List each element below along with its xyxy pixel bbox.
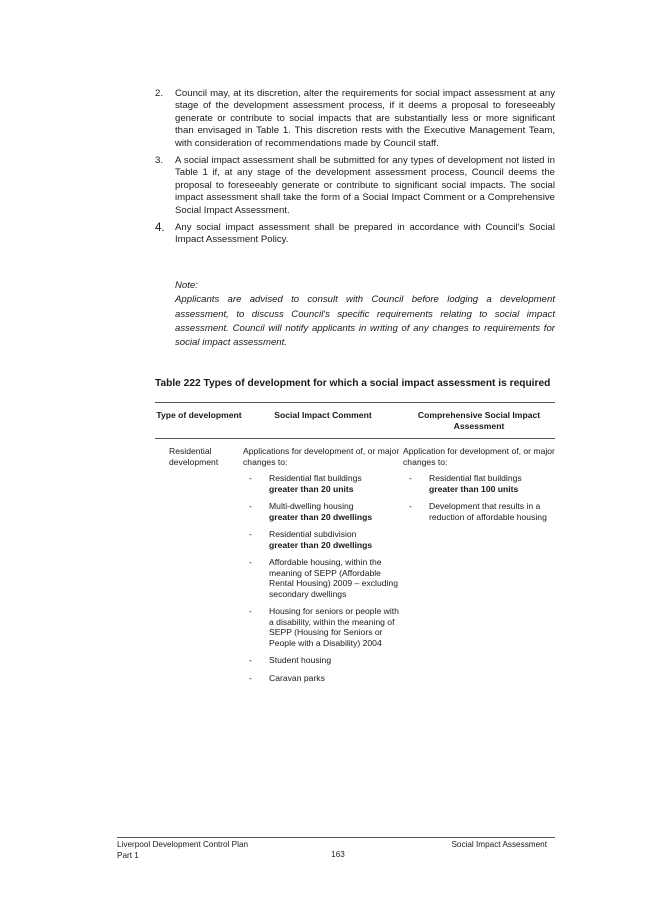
list-item (155, 88, 555, 150)
page-number: 163 (331, 850, 345, 859)
dash-bullet: - (249, 501, 252, 511)
csia-intro: Application for development of, or major changes to: (403, 446, 555, 467)
cell-social-impact-comment (243, 446, 401, 690)
header-comprehensive-assessment: Comprehensive Social Impact Assessment (417, 410, 541, 431)
list-item (403, 473, 555, 494)
dash-bullet: - (409, 501, 412, 511)
header-type: Type of development (156, 410, 242, 420)
table-caption: Table 222 Types of development for which a social impact assessment is required (155, 378, 551, 389)
item-text: Affordable housing, within the meaning of SEPP (Affordable Rental Housing) 2009 – excluding secondary dwellings (269, 557, 398, 599)
sic-intro: Applications for development of, or major changes to: (243, 446, 400, 467)
item-number: 3. (155, 155, 164, 167)
item-threshold: greater than 20 dwellings (269, 511, 373, 522)
dash-bullet: - (249, 529, 252, 539)
item-text: A social impact assessment shall be submitted for any types of development not listed in Table 1 if, at any stage of the development assessment process, Council deems the proposal to foreseeably generate or contribute to significant social impacts. The social impact assessment shall take the form of a Social Impact Comment or a Comprehensive Social Impact Assessment. (175, 155, 555, 216)
sic-list (243, 473, 401, 683)
item-text: Residential subdivision (269, 529, 357, 539)
item-threshold: greater than 20 units (269, 483, 354, 494)
item-text: Caravan parks (269, 672, 325, 683)
footer-section-title: Social Impact Assessment (451, 840, 547, 849)
dash-bullet: - (249, 473, 252, 483)
item-threshold: greater than 20 dwellings (269, 539, 373, 550)
list-item (403, 501, 555, 522)
list-item (243, 557, 401, 599)
dash-bullet: - (249, 606, 252, 616)
list-item (243, 606, 401, 648)
list-item (243, 529, 401, 550)
dash-bullet: - (409, 473, 412, 483)
item-text: Student housing (269, 655, 332, 665)
item-text: Council may, at its discretion, alter the requirements for social impact assessment at any stage of the development assessment process, if it deems a proposal to foreseeably generate or contribute to social impacts that are substantially less or more significant than envisaged in Table 1. This discretion rests with the Executive Management Team, with consideration of recommendations made by Council staff. (175, 88, 555, 149)
table-header-rule (155, 438, 555, 439)
list-item (243, 655, 401, 666)
header-social-impact-comment: Social Impact Comment (274, 410, 372, 420)
cell-comprehensive-assessment (403, 446, 555, 529)
dash-bullet: - (249, 557, 252, 567)
item-text: Multi-dwelling housing (269, 501, 354, 511)
table-top-rule (155, 402, 555, 403)
list-item (155, 222, 555, 247)
list-item (243, 673, 401, 684)
item-text: Residential flat buildings (269, 473, 362, 483)
footer-left (117, 840, 248, 861)
csia-list (403, 473, 555, 522)
item-threshold: greater than 100 units (429, 483, 519, 494)
numbered-list (155, 88, 555, 252)
note-body: Applicants are advised to consult with Council before lodging a development assessment, to discuss Council's specific requirements relating to social impact assessment. Council will notify applicants in writing of any changes to requirements for social impact assessment. (175, 294, 555, 349)
list-item (243, 473, 401, 494)
note-block (175, 279, 555, 350)
item-text: Development that results in a reduction of affordable housing (429, 501, 547, 522)
list-item (243, 501, 401, 522)
item-text: Residential flat buildings (429, 473, 522, 483)
item-number: 2. (155, 88, 164, 99)
list-item (155, 155, 555, 217)
item-text: Housing for seniors or people with a disability, within the meaning of SEPP (Housing for Seniors or People with a Disability) 2004 (269, 606, 399, 648)
dash-bullet: - (249, 672, 252, 683)
cell-type: Residential development (169, 446, 219, 467)
note-label: Note: (175, 280, 198, 291)
footer-part: Part 1 (117, 850, 139, 860)
footer-document-title: Liverpool Development Control Plan (117, 840, 249, 849)
dash-bullet: - (249, 655, 252, 665)
item-text: Any social impact assessment shall be prepared in accordance with Council's Social Impact Assessment Policy. (175, 222, 555, 246)
footer-rule (117, 837, 555, 838)
item-number: 4. (155, 222, 165, 235)
